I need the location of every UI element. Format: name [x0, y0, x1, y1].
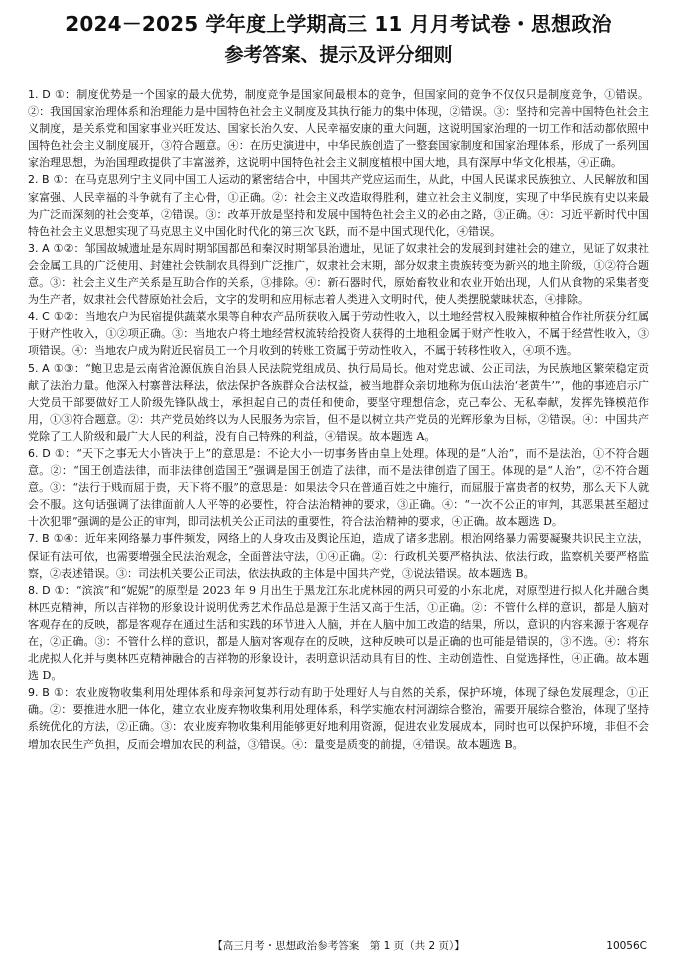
item-answer: B [42, 686, 50, 700]
item-answer: C [42, 310, 50, 324]
answer-item [28, 684, 649, 752]
item-answer: D [42, 446, 51, 460]
answer-item [28, 360, 649, 445]
answer-item [28, 445, 649, 530]
item-explanation: ①：在马克思列宁主义同中国工人运动的紧密结合中，中国共产党应运而生，从此，中国人民谋求民族独立、人民解放和国家富强、人民幸福的斗争就有了主心骨，①正确。②：社会主义改造取得胜利，建立社会主义制度，实现了中华民族有史以来最为广泛而深刻的社会变革，②错误。③：改革开放是坚持和发展中国特色社会主义的必由之路，③正确。④：习近平新时代中国特色社会主义思想实现了马克思主义中国化时代化的第三次飞跃，而不是中国式现代化，④错误。 [28, 173, 649, 238]
page-footer [0, 939, 677, 953]
answer-item [28, 86, 649, 171]
item-answer: A [42, 361, 50, 375]
item-number: 1. [28, 88, 39, 101]
answer-item [28, 240, 649, 308]
answer-item [28, 582, 649, 685]
answer-list [28, 86, 649, 753]
item-number: 5. [28, 361, 39, 375]
answer-item [28, 171, 649, 239]
item-number: 8. [28, 583, 39, 597]
footer-code: 10056C [606, 940, 647, 952]
footer-page-info: 【高三月考・思想政治参考答案 第 1 页（共 2 页）】 [212, 940, 465, 952]
item-answer: D [42, 583, 51, 597]
item-answer: B [42, 173, 50, 187]
item-explanation: ①：“天下之事无大小皆决于上”的意思是：不论大小一切事务皆由皇上处理。体现的是“人治”，而不是法治，①不符合题意。②：“国王创造法律，而非法律创造国王”强调是国王创造了法律，而不是法律创造了国王。体现的是“人治”，②不符合题意。③：“法行于贱而屈于贵，天下将不服”的意思是：如果法令只在普通百姓之中施行，而屈服于富贵者的权势，那么天下人就会不服。这句话强调了法律面前人人平等的必要性，符合法治精神的要求，③正确。④：“一次不公正的审判，其恶果甚至超过十次犯罪”强调的是公正的审判，即司法机关公正司法的重要性，符合法治精神的要求，④正确。故本题选 D。 [28, 446, 649, 529]
item-explanation: ①③：“鲍卫忠是云南省沧源佤族自治县人民法院党组成员、执行局局长。他对党忠诚、公正司法，为民族地区繁荣稳定贡献了法治力量。他深入村寨普法释法，依法保护各族群众合法权益，被当地群众亲切地称为佤山法治‘老黄牛’”，他的事迹启示广大党员干部要做好工人阶级先锋队战士，承担起自己的责任和使命，要坚守理想信念，克己奉公、无私奉献，发挥先锋模范作用，①③符合题意。②：共产党员始终以为人民服务为宗旨，但不是以树立共产党员的光辉形象为目标，②错误。④：中国共产党除了工人阶级和最广大人民的利益，没有自己特殊的利益，④错误。故本题选 A。 [28, 361, 650, 443]
item-answer: A [42, 241, 50, 255]
item-answer: D [42, 88, 51, 101]
item-answer: B [42, 532, 50, 546]
item-number: 6. [28, 446, 39, 460]
answer-item [28, 308, 649, 359]
item-number: 4. [28, 310, 39, 324]
item-explanation: ①②：当地农户为民宿提供蔬菜水果等自种农产品所获收入属于劳动性收入，以土地经营权入股辣椒种植合作社所获分红属于财产性收入，①②项正确。③：当地农户将土地经营权流转给投资人获得的土地租金属于财产性收入，不属于经营性收入，③项错误。④：当地农户成为附近民宿员工一个月收到的转账工资属于劳动性收入，不属于转移性收入，④项不选。 [28, 310, 649, 358]
document-title: 2024－2025 学年度上学期高三 11 月月考试卷・思想政治 [65, 12, 612, 36]
item-number: 7. [28, 532, 39, 546]
item-explanation: ①：“滨滨”和“妮妮”的原型是 2023 年 9 月出生于黑龙江东北虎林园的两只可爱的小东北虎，对原型进行拟人化并融合奥林匹克精神，所以吉祥物的形象设计说明优秀艺术作品总是源于生活又高于生活，①正确。②：不管什么样的意识，都是人脑对客观存在的反映，都是客观存在通过生活和实践的环节进入人脑，并在人脑中加工改造的结果，所以，意识的内容来源于客观存在，②正确。③：不管什么样的意识，都是人脑对客观存在的反映，这种反映可以是正确的也可能是错误的，③不选。④：将东北虎拟人化并与奥林匹克精神融合的吉祥物的形象设计，表明意识活动具有目的性、主动创造性、自觉选择性，④正确。故本题选 D。 [28, 583, 649, 683]
item-number: 3. [28, 241, 39, 255]
item-explanation: ①④：近年来网络暴力事件频发，网络上的人身攻击及舆论压迫，造成了诸多悲剧。根治网络暴力需要凝聚共识民主立法，保证有法可依，也需要增强全民法治观念，全面普法守法，①④正确。②：行政机关要严格执法、依法行政，监察机关要严格监察，②表述错误。③：司法机关要公正司法，依法执政的主体是中国共产党，③说法错误。故本题选 B。 [28, 532, 650, 580]
answer-item [28, 530, 649, 581]
item-explanation: ①：制度优势是一个国家的最大优势，制度竞争是国家间最根本的竞争，但国家间的竞争不仅仅只是制度竞争，①错误。②：我国国家治理体系和治理能力是中国特色社会主义制度及其执行能力的集中体现，②错误。③：坚持和完善中国特色社会主义制度，是关系党和国家事业兴旺发达、国家长治久安、人民幸福安康的重大问题，这说明国家治理的一切工作和活动都依照中国特色社会主义制度展开，③符合题意。④：在历史演进中，中华民族创造了一整套国家制度和国家治理体系，形成了一系列国家治理思想，为治国理政提供了丰富滋养，这说明中国特色社会主义制度植根中国大地，具有深厚中华文化根基，④正确。 [28, 88, 649, 170]
item-explanation: ①：农业废物收集利用处理体系和母亲河复苏行动有助于处理好人与自然的关系，保护环境，体现了绿色发展理念，①正确。②：要推进水肥一体化，建立农业废弃物收集利用处理体系，科学实施农村河湖综合整治，需要开展综合整治，体现了坚持系统优化的方法，②正确。③：农业废弃物收集利用能够更好地利用资源，促进农业发展成本，同时也可以保护环境，非但不会增加农民生产负担，反而会增加农民的利益，③错误。④：量变是质变的前提，④错误。故本题选 B。 [28, 686, 649, 751]
item-number: 9. [28, 686, 39, 700]
item-number: 2. [28, 173, 39, 187]
document-subtitle: 参考答案、提示及评分细则 [224, 44, 453, 66]
item-explanation: ①②：邹国故城遗址是东周时期邹国都邑和秦汉时期邹县治遗址，见证了奴隶社会的发展到封建社会的建立，见证了奴隶社会金属工具的广泛使用、封建社会铁制农具得到广泛推广，奴隶社会末期，部分奴隶主贵族转变为新兴的地主阶级，①②符合题意。③：社会主义生产关系是互助合作的关系，③排除。④：新石器时代，原始畜牧业和农业开始出现，人们从食物的采集者变为生产者，奴隶社会代替原始社会后，文字的发明和应用标志着人类进入文明时代，使人类摆脱蒙昧状态，④排除。 [28, 241, 650, 307]
